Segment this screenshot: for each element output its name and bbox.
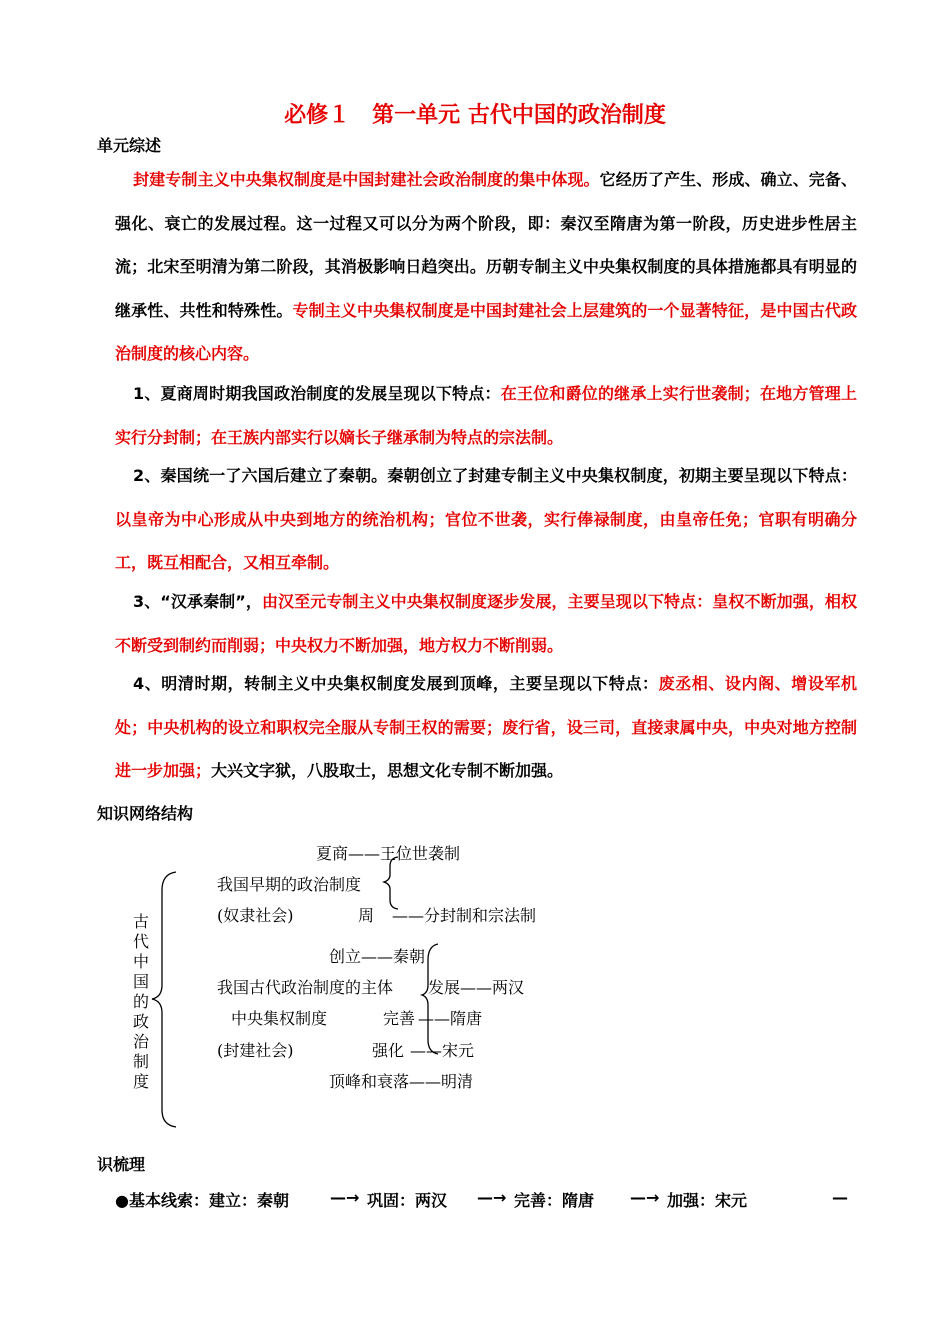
point-1-black: 1、夏商周时期我国政治制度的发展呈现以下特点： — [133, 384, 501, 403]
diagram-stage-5: 顶峰和衰落——明清 — [329, 1072, 474, 1091]
section-heading-sorting: 识梳理 — [97, 1155, 146, 1174]
point-4-red: 废丞相、设内阁、增设军机处；中央机构的设立和职权完全服从专制王权的需要；废行省，设三司，直接隶属中央，中央对地方控制进一步加强； — [115, 674, 857, 780]
point-2-black: 2、秦国统一了六国后建立了秦朝。秦朝创立了封建专制主义中央集权制度，初期主要呈现以下特点： — [133, 466, 857, 485]
clue-arrow-1: —→ — [330, 1188, 360, 1207]
root-brace — [152, 872, 176, 1127]
diagram-xia-shang: 夏商——王位世袭制 — [316, 844, 461, 863]
point-4-black-1: 4、明清时期，转制主义中央集权制度发展到顶峰，主要呈现以下特点： — [133, 674, 659, 693]
overview-red-1: 封建专制主义中央集权制度是中国封建社会政治制度的集中体现。 — [133, 170, 600, 189]
clue-item-3: 完善：隋唐 — [514, 1191, 595, 1210]
diagram-root-label: 古 代 中 国 的 政 治 制 度 — [132, 912, 149, 1091]
diagram-main-line-1: 我国古代政治制度的主体 — [217, 978, 394, 997]
diagram-stage-4-text: ——宋元 — [410, 1041, 475, 1060]
diagram-stage-2: 发展——两汉 — [428, 978, 525, 997]
point-4-black-2: 大兴文字狱，八股取士，思想文化专制不断加强。 — [211, 761, 564, 780]
diagram-stage-3-text: ——隋唐 — [418, 1009, 483, 1028]
diagram-early-line-2: (奴隶社会) — [217, 906, 294, 925]
diagram-stage-4-label: 强化 — [372, 1041, 405, 1060]
page-title: 必修１ 第一单元 古代中国的政治制度 — [284, 103, 666, 128]
diagram-stage-1: 创立——秦朝 — [329, 947, 426, 966]
diagram-early-line-1: 我国早期的政治制度 — [217, 875, 362, 894]
point-3-black: 3、“汉承秦制”， — [133, 592, 262, 611]
diagram-main-line-3: (封建社会) — [217, 1041, 294, 1060]
clue-item-4: 加强：宋元 — [667, 1191, 748, 1210]
point-2-red: 以皇帝为中心形成从中央到地方的统治机构；官位不世袭，实行俸禄制度，由皇帝任免；官职有明确分工，既互相配合，又相互牵制。 — [115, 509, 857, 572]
clue-arrow-3: —→ — [630, 1188, 660, 1207]
diagram-zhou-text: ——分封制和宗法制 — [392, 906, 537, 925]
diagram-zhou-label: 周 — [358, 906, 375, 925]
overview-black-1: 它经历了产生、形成、确立、完备、强化、衰亡的发展过程。这一过程又可以分为两个阶段，即：秦汉至隋唐为第一阶段，历史进步性居主流；北宋至明清为第二阶段，其消极影响日趋突出。历朝专制主义中央集权制度的具体措施都具有明显的继承性、共性和特殊性。 — [115, 170, 857, 320]
early-brace — [384, 857, 398, 909]
diagram-main-line-2: 中央集权制度 — [231, 1009, 328, 1028]
clue-trailing-dash: — — [832, 1188, 848, 1207]
point-3-red: 由汉至元专制主义中央集权制度逐步发展，主要呈现以下特点：皇权不断加强，相权不断受到制约而削弱；中央权力不断加强，地方权力不断削弱。 — [115, 592, 857, 655]
clue-item-2: 巩固：两汉 — [367, 1191, 448, 1210]
diagram-stage-3-label: 完善 — [383, 1009, 416, 1028]
overview-red-2: 专制主义中央集权制度是中国封建社会上层建筑的一个显著特征，是中国古代政治制度的核心内容。 — [115, 300, 857, 363]
section-heading-overview: 单元综述 — [97, 136, 162, 155]
clue-arrow-2: —→ — [477, 1188, 507, 1207]
point-1-red: 在王位和爵位的继承上实行世袭制；在地方管理上实行分封制；在王族内部实行以嫡长子继承制为特点的宗法制。 — [115, 384, 857, 447]
section-heading-network: 知识网络结构 — [97, 804, 194, 823]
clue-label: ●基本线索：建立：秦朝 — [115, 1191, 289, 1210]
